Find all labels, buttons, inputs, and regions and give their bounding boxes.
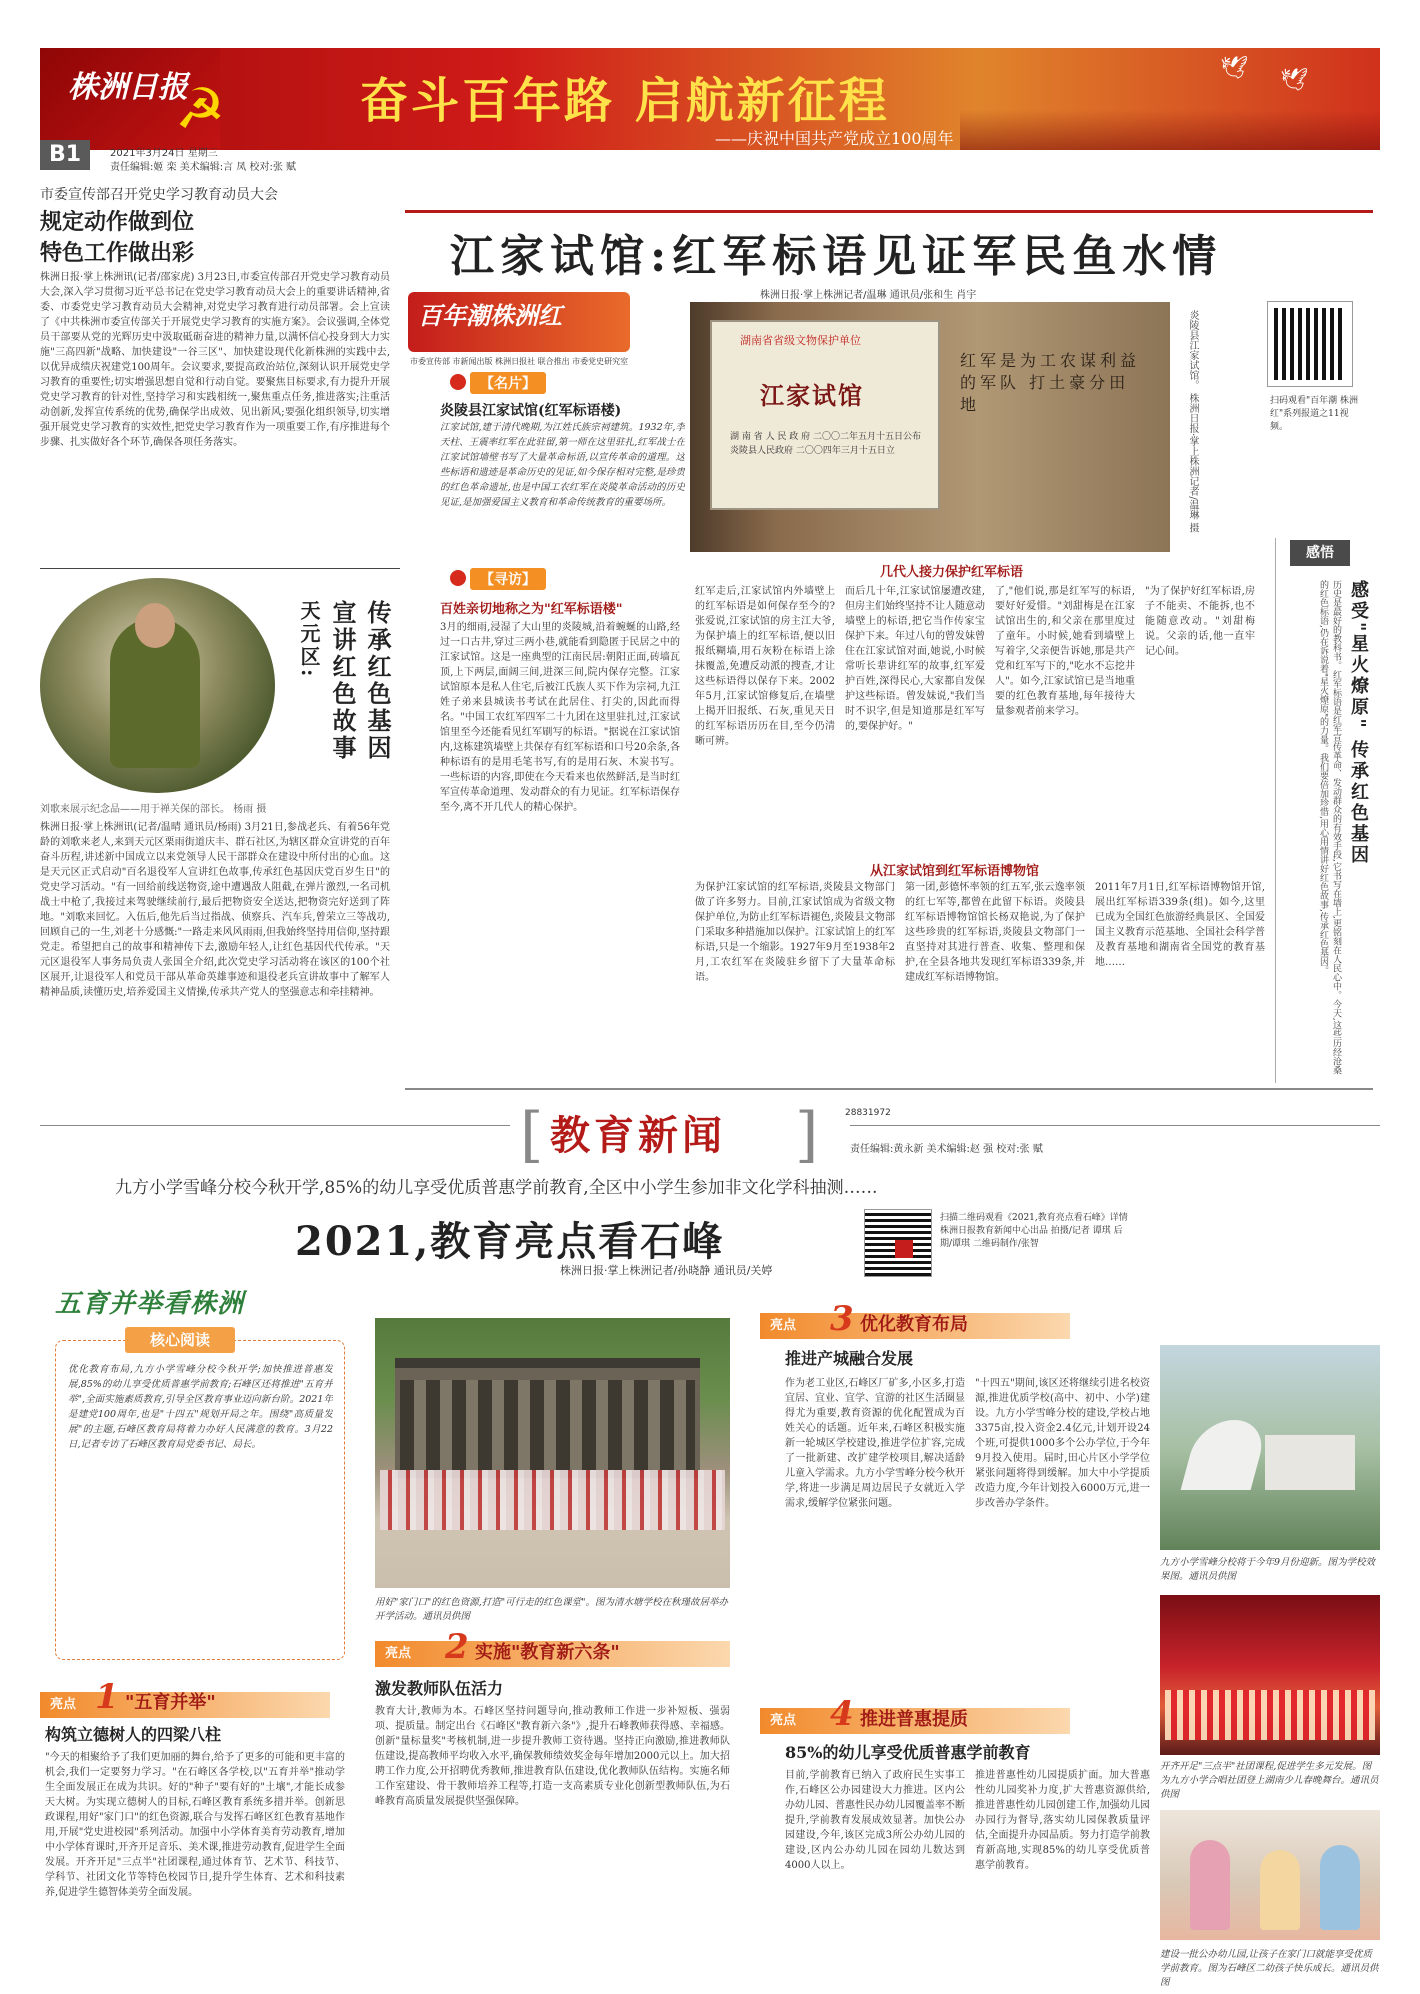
banner-subtitle: ——庆祝中国共产党成立100周年: [715, 129, 954, 148]
tag-visit: 【寻访】: [470, 568, 546, 590]
left-article-body: 株洲日报·掌上株洲讯(记者/邵家虎) 3月23日,市委宣传部召开党史学习教育动员大会,深入学习贯彻习近平总书记在党史学习教育动员大会上的重要讲话精神,省委、市委党史学习教育动员大会精神,对党史学习教育进行动员部署。会上宣读了《中共株洲市委宣传部关于开展党史学习教育的实施方案》。会议强调,全体党员干部要从党的光辉历史中汲取砥砺奋进的精神力量,以满怀信心投身到大力实施"三高四新"战略、加快建设"一谷三区"、加快建设现代化新株洲的实践中去,以优异成绩庆祝建党100周年。会议要求,要提高政治站位,深刻认识开展党史学习教育的重要性;切实增强思想自觉和行动自觉。要聚焦目标要求,有力提升开展党史学习教育的针对性,坚持学习和实践相统一,聚焦重点任务,推进落实;注重活动创新,发挥宣传系统的优势,确保学出成效、见出新风;要强化组织领导,切实增强开展党史学习教育的实效性,把党史学习教育作为一项重要工作,有序推进每个步骤、扎实做好各个环节,确保各项任务落实。: [40, 272, 390, 448]
hammer-sickle-icon: ☭: [175, 77, 226, 142]
article-column: 2011年7月1日,红军标语博物馆开馆,展出红军标语339条(组)。如今,这里已成为全国红色旅游经典景区、全国爱国主义教育示范基地、全国社会科学普及教育基地和湖南省全国党的教育基地……: [1095, 882, 1265, 968]
reflection-tag: 感悟: [1290, 540, 1350, 566]
subhead-museum: 从江家试馆到红军标语博物馆: [870, 864, 1040, 879]
photo-caption: 刘歌来展示纪念品——用于禅关保的部长。 杨雨 摄: [40, 804, 267, 815]
highlight-body: "今天的相聚给予了我们更加丽的舞台,给予了更多的可能和更丰富的机会,我们一定要努力学习。"在石峰区各学校,以"五育并举"推动学生全面发展正在成为共识。好的"种子"要有好的"土壤",才能长成参天大树。为实现立德树人的目标,石峰区教育系统多措并举。创新思政课程,用好"家门口"的红色资源,联合与发挥石峰区红色教育基地作用,开展"党史进校园"系列活动。加强中小学体育美育劳动教育,增加中小学体育课时,开齐开足音乐、美术课,推进劳动教育,促进学生全面发展。开齐开足"三点半"社团课程,通过体育节、艺术节、科技节、学科节、社团文化节等特色校园节日,提升学生体育、艺术和科技素养,促进学生德智体美劳全面发展。: [45, 1752, 345, 1898]
photo-caption-vertical: 炎陵县江家试馆。 株洲日报·掌上株洲记者/温琳 摄: [1187, 310, 1198, 533]
edu-lede: 九方小学雪峰分校今秋开学,85%的幼儿享受优质普惠学前教育,全区中小学生参加非文化学科抽测……: [115, 1178, 878, 1198]
left-kicker: 市委宣传部召开党史学习教育动员大会: [40, 187, 278, 203]
article-column: 为保护江家试馆的红军标语,炎陵县文物部门做了许多努力。目前,江家试馆成为省级文物保护单位,为防止红军标语褪色,炎陵县文物部门采取多种措施加以保护。江家试馆上的红军标语,只是一个缩影。1927年9月至1938年2月,工农红军在炎陵驻乡留下了大量革命标语。: [695, 882, 895, 983]
photo-windows: [400, 1380, 695, 1470]
child-figure: [1190, 1840, 1230, 1930]
wall-slogan: 红军是为工农谋利益的军队 打土豪分田地: [960, 351, 1140, 414]
left-vertical-title-1: 宣讲红色故事: [328, 600, 357, 762]
highlight-body: "十四五"期间,该区还将继续引进名校资源,推进优质学校(高中、初中、小学)建设。九方小学雪峰分校的建设,学校占地3375亩,投入资金2.4亿元,计划开设24个班,可提供1000多个公办学位,于今年9月投入使用。届时,田心片区小学学位紧张问题将得到缓解。加大中小学提质改造力度,今年计划投入6000万元,进一步改善办学条件。: [975, 1378, 1150, 1509]
performers: [1165, 1690, 1375, 1740]
highlight-title: 推进普惠提质: [860, 1709, 968, 1730]
plaque-name: 江家试馆: [760, 381, 864, 410]
hotline: 28831972: [845, 1108, 891, 1118]
plaque-footer: 湖 南 省 人 民 政 府 二〇〇二年五月十五日公布 炎陵县人民政府 二〇〇四年三月十五日立: [730, 432, 922, 456]
photo-students: [380, 1470, 725, 1530]
section-rule: [40, 1125, 510, 1126]
tag-name-card: 【名片】: [470, 372, 546, 394]
feature-headline: 江家试馆:红军标语见证军民鱼水情: [450, 231, 1223, 282]
bracket-left: [: [520, 1100, 544, 1170]
veteran-photo: [40, 578, 275, 793]
qr-caption: 扫码观看"百年潮 株洲红"系列报道之11视频。: [1270, 396, 1359, 432]
highlight-number: 1: [95, 1677, 119, 1717]
reflection-body: 历史是最好的教科书。红军标语是红军宣传革命、发动群众的有效手段,它书写在墙上,更铭刻在人民心中。今天,这些历经沧桑的红色标语,仍在诉说着"星火燎原"的力量。我们要倍加珍惜,用心用情讲好红色故事,传承红色基因。: [1318, 580, 1341, 1075]
highlight-bar: 亮点: [760, 1313, 1070, 1339]
left-headline-2: 特色工作做出彩: [40, 240, 195, 266]
section-rule: [850, 1125, 1380, 1126]
qr-code-icon[interactable]: [1268, 302, 1352, 386]
highlight-bar: 亮点: [40, 1692, 330, 1718]
editor-credits: 责任编辑:姬 栾 美术编辑:言 凤 校对:张 赋: [110, 162, 297, 173]
highlight-title: 优化教育布局: [860, 1314, 968, 1335]
highlight-body: 目前,学前教育已纳入了政府民生实事工作,石峰区公办园建设大力推进。区内公办幼儿园、普惠性民办幼儿园覆盖率不断提升,学前教育发展成效显著。加快公办园建设,今年,该区完成3所公办幼儿园的建设,区内公办幼儿园在园幼儿数达到4000人以上。: [785, 1770, 965, 1871]
section-title: 教育新闻: [550, 1112, 726, 1159]
highlight-title: "五育并举": [125, 1692, 216, 1713]
edu-headline: 2021,教育亮点看石峰: [295, 1218, 725, 1265]
left-vertical-kicker: 天元区:: [297, 600, 321, 680]
issue-date: 2021年3月24日 星期三: [110, 148, 218, 159]
highlight-title: 实施"教育新六条": [475, 1642, 620, 1663]
core-reading-tag: 核心阅读: [125, 1327, 235, 1353]
page-number: B1: [40, 140, 90, 170]
heritage-plaque: [710, 320, 940, 510]
core-reading-body: 优化教育布局,九方小学雪峰分校今秋开学;加快推进普惠发展,85%的幼儿享受优质普惠学前教育;石峰区还将推进"五育并举",全面实施素质教育,引导全区教育事业迈向新台阶。2021年是建党100周年,也是"十四五"规划开局之年。围绕"高质量发展"的主题,石峰区教育局将着力办好人民满意的教育。3月22日,记者专访了石峰区教育局党委书记、局长。: [68, 1364, 333, 1450]
visit-subhead: 百姓亲切地称之为"红军标语楼": [440, 602, 623, 617]
highlight-body: 推进普惠性幼儿园提质扩面。加大普惠性幼儿园奖补力度,扩大普惠资源供给,推进普惠性幼儿园创建工作,加强幼儿园办园行为督导,落实幼儿园保教质量评估,全面提升办园品质。努力打造学前教育新高地,实现85%的幼儿享受优质普惠学前教育。: [975, 1770, 1150, 1871]
highlight-number: 3: [830, 1299, 854, 1339]
photo-caption: 九方小学雪峰分校将于今年9月份迎新。图为学校效果图。通讯员供图: [1160, 1557, 1376, 1582]
child-figure: [1260, 1850, 1300, 1930]
left-vertical-title-2: 传承红色基因: [363, 600, 392, 762]
banner-slogan: 奋斗百年路 启航新征程: [360, 73, 890, 129]
series-banner-credits: 市委宣传部 市新闻出版 株洲日报社 联合推出 市委党史研究室: [410, 357, 629, 366]
highlight-subtitle: 85%的幼儿享受优质普惠学前教育: [785, 1743, 1031, 1762]
masthead-banner: [40, 48, 1380, 150]
article-column: 而后几十年,江家试馆屡遭改建,但房主们始终坚持不让人随意动墙壁上的标语,把它当作传家宝保护下来。年过八旬的曾发妹曾住在江家试馆对面,她说,小时候常听长辈讲红军的故事,红军爱护百姓,深得民心,大家都自发保护这些标语。曾发妹说,"我们当时不识字,但是知道那是红军写的,要保护好。": [845, 586, 985, 732]
reflection-title: 感受"星火燎原" 传承红色基因: [1348, 580, 1369, 867]
newspaper-name: 株洲日报: [68, 70, 188, 105]
left-article-body-2: 株洲日报·掌上株洲讯(记者/温晴 通讯员/杨雨) 3月21日,参战老兵、有着56年党龄的刘歌来老人,来到天元区栗雨街道庆丰、群石社区,为辖区群众宣讲党的百年奋斗历程,讲述新中国成立以来党领导人民干部群众在建设中所付出的心血。这是天元区正式启动"百名退役军人宣讲红色故事,传承红色基因庆党百岁生日"的党史学习活动。"有一回给前线送物资,途中遭遇敌人阻截,在弹片激烈,一名司机战士中枪了,我接过来驾驶继续前行,最后把物资安全送达,把物资完好送到了阵地。"刘歌来回忆。入伍后,他先后当过指战、侦察兵、汽车兵,曾荣立三等战功,回顾自己的一生,刘老十分感慨:"一路走来风风雨雨,但我始终坚持用信仰,坚持跟党走。希望把自己的故事和精神传下去,激励年轻人,让红色基因代代传承。"天元区退役军人事务局负责人张国全介绍,此次党史学习活动将在该区的100个社区展开,让退役军人和党员干部从革命英雄事迹和退役老兵宣讲故事中了解军人精神品质,读懂历史,培养爱国主义情操,传承共产党人的坚强意志和牵挂精神。: [40, 822, 390, 998]
photo-caption: 用好"家门口"的红色资源,打造"可行走的红色课堂"。图为清水塘学校在秋瑾故居举办开学活动。通讯员供图: [375, 1597, 728, 1622]
visit-body: 3月的细雨,浸湿了大山里的炎陵城,沿着蜿蜒的山路,经过一口古井,穿过三两小巷,就能看到隐匿于民居之中的江家试馆。这是一座典型的江南民居:朝阳正面,砖墙瓦顶,上下两层,面阔三间,进深三间,院内保存完整。江家试馆原本是私人住宅,后被江氏族人买下作为宗祠,九江姓子弟来县城读书考试在此居住、打尖的,因此而得名。"中国工农红军四军二十九团在这里驻扎过,江家试馆里至今还能看见红军刷写的标语。"据说在江家试馆内,这栋建筑墙壁上共保存有红军标语和口号20余条,各种标语有的是用毛笔书写,有的是用石灰、木炭书写。一些标语的内容,即使在今天看来也依然鲜活,是当时红军宣传革命道理、发动群众的有力见证。红军标语保存至今,离不开几代人的精心保护。: [440, 622, 680, 813]
qr-caption: 扫描二维码观看《2021,教育亮点看石峰》详情 株洲日报教育新闻中心出品 拍摄/记者 谭琪 后期/谭琪 二维码制作/张智: [940, 1213, 1128, 1249]
rendering-building: [1265, 1435, 1355, 1490]
series-logo: 五育并举看株洲: [55, 1289, 245, 1319]
highlight-subtitle: 激发教师队伍活力: [375, 1679, 504, 1698]
editor-credits: 责任编辑:黄永新 美术编辑:赵 强 校对:张 赋: [850, 1144, 1043, 1155]
qr-logo-icon: [895, 1240, 913, 1258]
highlight-bar: 亮点: [375, 1641, 730, 1667]
veteran-head: [135, 603, 175, 648]
highlight-body: 教育大计,教师为本。石峰区坚持问题导向,推动教师工作进一步补短板、强弱项、提质量。制定出台《石峰区"教育新六条"》,提升石峰教师获得感、幸福感。创新"量标量奖"考核机制,进一步提升教师工资待遇。坚持正向激励,推进教师队伍建设,提高教师平均收入水平,确保教师绩效奖金每年增加2000元以上。加大招聘工作力度,公开招聘优秀教师,推进教育队伍建设,优化教师队伍结构。实施名师工作室建设、骨干教师培养工程等,打造一支高素质专业化创新型教师队伍,为石峰教育高质量发展提供坚强保障。: [375, 1706, 730, 1807]
dove-icon: 🕊: [1280, 68, 1308, 93]
series-banner-title: 百年潮株洲红: [418, 301, 562, 330]
article-column: "为了保护好红军标语,房子不能卖、不能拆,也不能随意改动。"刘甜梅说。父亲的话,他一直牢记心间。: [1145, 586, 1255, 657]
highlight-bar: 亮点: [760, 1708, 1070, 1734]
skyline-decoration: [960, 110, 1380, 150]
bullet-icon: [450, 374, 466, 390]
dove-icon: 🕊: [1220, 56, 1248, 81]
highlight-number: 4: [830, 1694, 854, 1734]
article-column: 红军走后,江家试馆内外墙壁上的红军标语是如何保存至今的?张爱说,江家试馆的房主江大爷,为保护墙上的红军标语,便以旧报纸糊墙,用石灰粉在标语上涂抹覆盖,免遭反动派的搜查,才让这些标语得以保存下来。2002年5月,江家试馆修复后,在墙壁上揭开旧报纸、石灰,重见天日的红军标语历历在目,至今仍清晰可辨。: [695, 586, 835, 747]
highlight-subtitle: 推进产城融合发展: [785, 1349, 914, 1368]
edu-byline: 株洲日报·掌上株洲记者/孙晓静 通讯员/关婷: [560, 1264, 773, 1277]
bracket-right: ]: [795, 1100, 819, 1170]
feature-byline: 株洲日报·掌上株洲记者/温琳 通讯员/张和生 肖宇: [760, 290, 977, 301]
left-headline-1: 规定动作做到位: [40, 209, 195, 235]
article-column: 第一团,彭德怀率领的红五军,张云逸率领的红七军等,都曾在此留下标语。炎陵县红军标语博物馆馆长杨双艳说,为了保护这些珍贵的红军标语,炎陵县文物部门一直坚持对其进行普查、收集、整理和保护,在全县各地共发现红军标语339条,并建成红军标语博物馆。: [905, 882, 1085, 983]
photo-caption: 开齐开足"三点半"社团课程,促进学生多元发展。图为九方小学合唱社团登上湖南少儿春晚舞台。通讯员供图: [1160, 1761, 1379, 1800]
divider: [40, 568, 400, 569]
subhead-protect: 几代人接力保护红军标语: [880, 565, 1024, 580]
bullet-icon: [450, 570, 466, 586]
name-card-title: 炎陵县江家试馆(红军标语楼): [440, 403, 622, 419]
photo-caption: 建设一批公办幼儿园,让孩子在家门口就能享受优质学前教育。图为石峰区二幼孩子快乐成长。通讯员供图: [1160, 1949, 1379, 1988]
name-card-body: 江家试馆,建于清代晚期,为江姓氏族宗祠建筑。1932年,李天柱、王震率红军在此驻留,第一师在这里驻扎,红军战士在江家试馆墙壁书写了大量革命标语,以宣传革命的道理。这些标语和遗迹是革命历史的见证,如今保存相对完整,是珍贵的红色革命遗址,也是中国工农红军在炎陵革命活动的历史见证,是加强爱国主义教育和革命传统教育的重要场所。: [440, 422, 685, 508]
plaque-header: 湖南省省级文物保护单位: [740, 334, 861, 347]
highlight-body: 作为老工业区,石峰区厂矿多,小区多,打造宜居、宜业、宜学、宜游的社区生活圈显得尤为重要,教育资源的优化配置成为百姓关心的话题。近年来,石峰区积极实施新一轮城区学校建设,推进学位扩容,完成了一批新建、改扩建学校项目,解决适龄儿童入学需求。九方小学雪峰分校今秋开学,将进一步满足周边居民子女就近入学需求,缓解学位紧张问题。: [785, 1378, 965, 1509]
article-column: 了,"他们说,那是红军写的标语,要好好爱惜。"刘甜梅是在江家试馆出生的,和父亲在那里度过了童年。小时候,她看到墙壁上写着字,父亲便告诉她,那是共产党和红军写下的,"吃水不忘挖井人"。如今,江家试馆已是当地重要的红色教育基地,每年接待大量参观者前来学习。: [995, 586, 1135, 717]
child-figure: [1320, 1845, 1360, 1930]
highlight-number: 2: [445, 1627, 469, 1667]
highlight-subtitle: 构筑立德树人的四梁八柱: [45, 1725, 222, 1744]
